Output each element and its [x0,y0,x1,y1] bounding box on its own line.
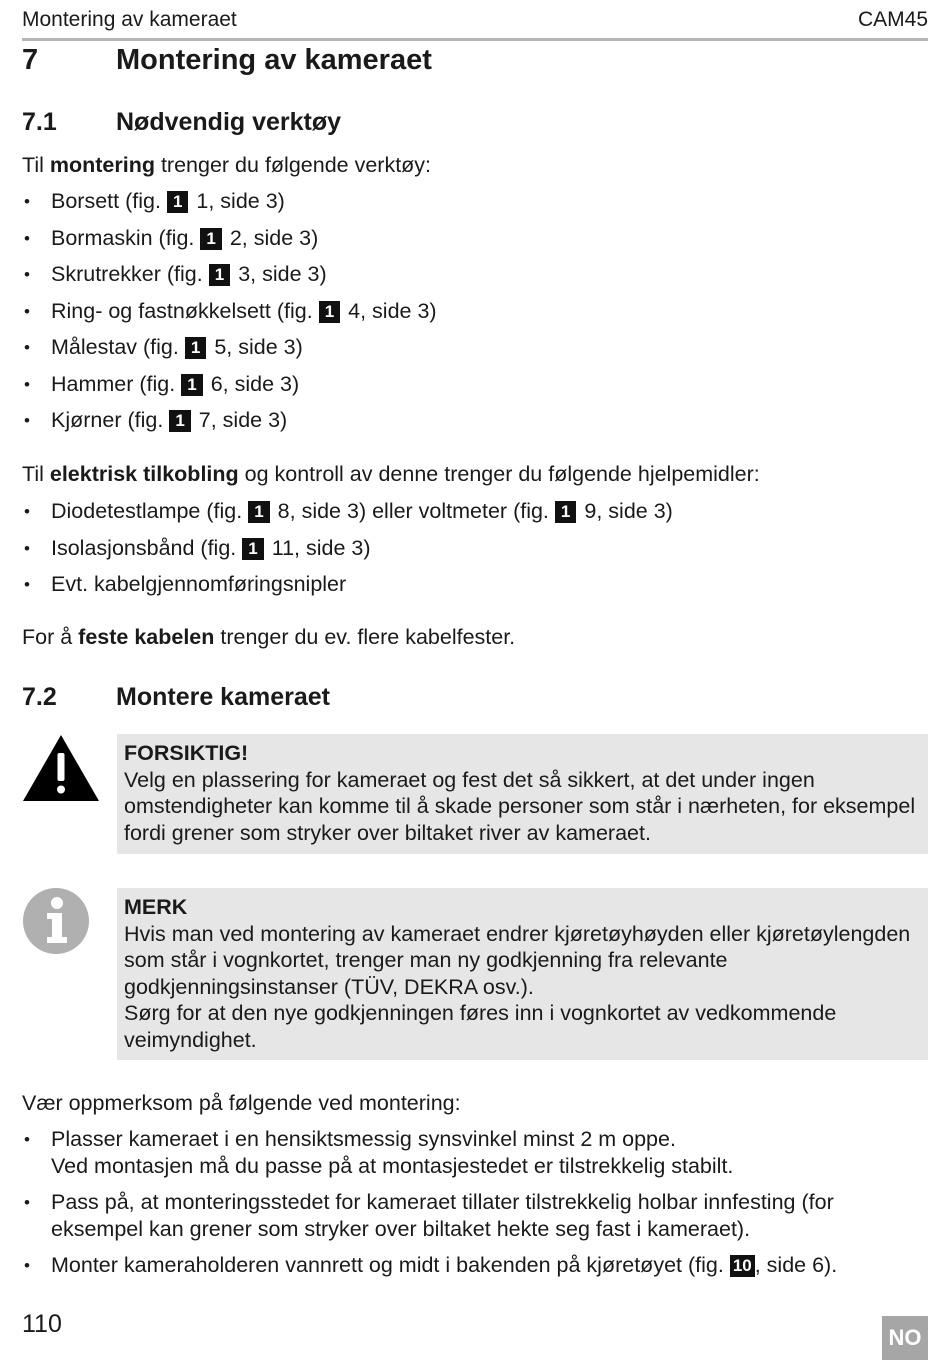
warning-title: FORSIKTIG! [124,741,249,765]
electrical-list [22,498,928,608]
item-text: Evt. kabelgjennomføringsnipler [51,572,347,596]
list-item [22,1126,928,1180]
bold-text: feste kabelen [78,625,215,649]
list-item [22,571,928,608]
list-item [22,371,928,408]
warning-triangle-icon [22,733,100,803]
item-ref: , side 6). [754,1253,838,1277]
tools-list [22,188,928,444]
warning-box [117,734,928,854]
note-title: MERK [124,895,188,919]
item-text: 8, side 3) eller voltmeter (fig. [277,499,549,523]
note-text-2: Sørg for at den nye godkjenningen føres inn i vognkortet av vedkommende veimyndighet. [124,1001,837,1052]
section-7-1-heading [22,108,341,137]
item-ref: 9, side 3) [584,499,673,523]
section-title: Nødvendig verktøy [116,108,342,136]
note-text: Hvis man ved montering av kameraet endrer kjøretøyhøyden eller kjøretøylengden som står i vognkortet, trenger man ny godkjenning fra relevante godkjenningsinstanser (TÜV, DEKRA osv.). [124,921,911,999]
figure-ref-badge: 1 [209,264,230,286]
item-ref: 5, side 3) [214,335,303,359]
header-title: Montering av kameraet [22,8,237,31]
item-ref: 3, side 3) [238,262,327,286]
note-box [117,888,928,1060]
bold-text: elektrisk tilkobling [49,462,239,486]
list-item [22,334,928,371]
item-text: Pass på, at monteringsstedet for kameraet tillater tilstrekkelig holbar innfesting (for eksempel kan grener som stryker over biltaket hekte seg fast i kameraet). [51,1190,834,1241]
section-number: 7.2 [22,683,57,711]
item-ref: 6, side 3) [210,371,300,396]
item-ref: 4, side 3) [348,298,437,323]
figure-ref-badge: 1 [169,410,190,432]
section-7-heading [22,44,432,77]
item-text: Isolasjonsbånd (fig. [51,535,237,560]
mounting-list [22,1126,928,1288]
item-ref: 7, side 3) [198,408,288,432]
header-divider [22,38,928,41]
page-number: 110 [22,1310,62,1338]
list-item [22,535,928,572]
list-item [22,407,928,444]
list-item [22,298,928,335]
language-badge: NO [882,1316,928,1360]
figure-ref-badge: 10 [730,1255,755,1277]
item-ref: 2, side 3) [229,225,319,250]
section-number: 7.1 [22,108,57,136]
mount-intro: Vær oppmerksom på følgende ved montering: [22,1091,461,1115]
figure-ref-badge: 1 [248,501,269,523]
item-text: Borsett (fig. [51,189,161,213]
bold-text: montering [49,153,155,177]
info-icon [22,887,90,955]
section-title: Montering av kameraet [116,44,432,76]
section-title: Montere kameraet [116,683,330,711]
electrical-intro [22,461,760,488]
list-item [22,498,928,535]
header-model: CAM45 [857,8,928,31]
figure-ref-badge: 1 [242,538,263,560]
section-7-2-heading [22,683,330,712]
item-ref: 11, side 3) [271,535,371,560]
item-text: Målestav (fig. [51,335,179,359]
text: trenger du følgende verktøy: [154,153,432,177]
list-item [22,261,928,298]
text: trenger du ev. flere kabelfester. [214,625,516,649]
item-text: Kjørner (fig. [51,408,164,432]
figure-ref-badge: 1 [185,337,206,359]
figure-ref-badge: 1 [555,501,576,523]
tools-intro [22,152,431,179]
text: og kontroll av denne trenger du følgende hjelpemidler: [238,462,760,486]
item-text: Bormaskin (fig. [51,225,195,250]
item-text: Monter kameraholderen vannrett og midt i bakenden på kjøretøyet (fig. [51,1253,724,1277]
section-number: 7 [22,44,39,76]
item-text: • Plasser kameraet i en hensiktsmessig synsvinkel minst 2 m oppe. [51,1127,676,1151]
item-text: Hammer (fig. [51,371,176,396]
list-item [22,188,928,225]
figure-ref-badge: 1 [200,228,221,250]
item-text: Diodetestlampe (fig. [51,499,243,523]
item-ref: 1, side 3) [196,189,285,213]
warning-text: Velg en plassering for kameraet og fest det så sikkert, at det under ingen omstendigheter kan komme til å skade personer som står i nærheten, for eksempel fordi grener som stryker over biltaket river av kameraet. [124,767,916,845]
list-item [22,1252,928,1279]
list-item [22,225,928,262]
figure-ref-badge: 1 [319,301,340,323]
text: For å [22,625,79,649]
list-item [22,1189,928,1243]
page-header [22,8,928,38]
item-text: Ring- og fastnøkkelsett (fig. [51,298,313,323]
cable-note [22,624,515,651]
figure-ref-badge: 1 [181,374,202,396]
item-text: Skrutrekker (fig. [51,262,203,286]
text: Til [22,153,50,177]
figure-ref-badge: 1 [167,191,188,213]
text: Til [22,462,50,486]
item-text: Ved montasjen må du passe på at montasjestedet er tilstrekkelig stabilt. [51,1154,734,1178]
